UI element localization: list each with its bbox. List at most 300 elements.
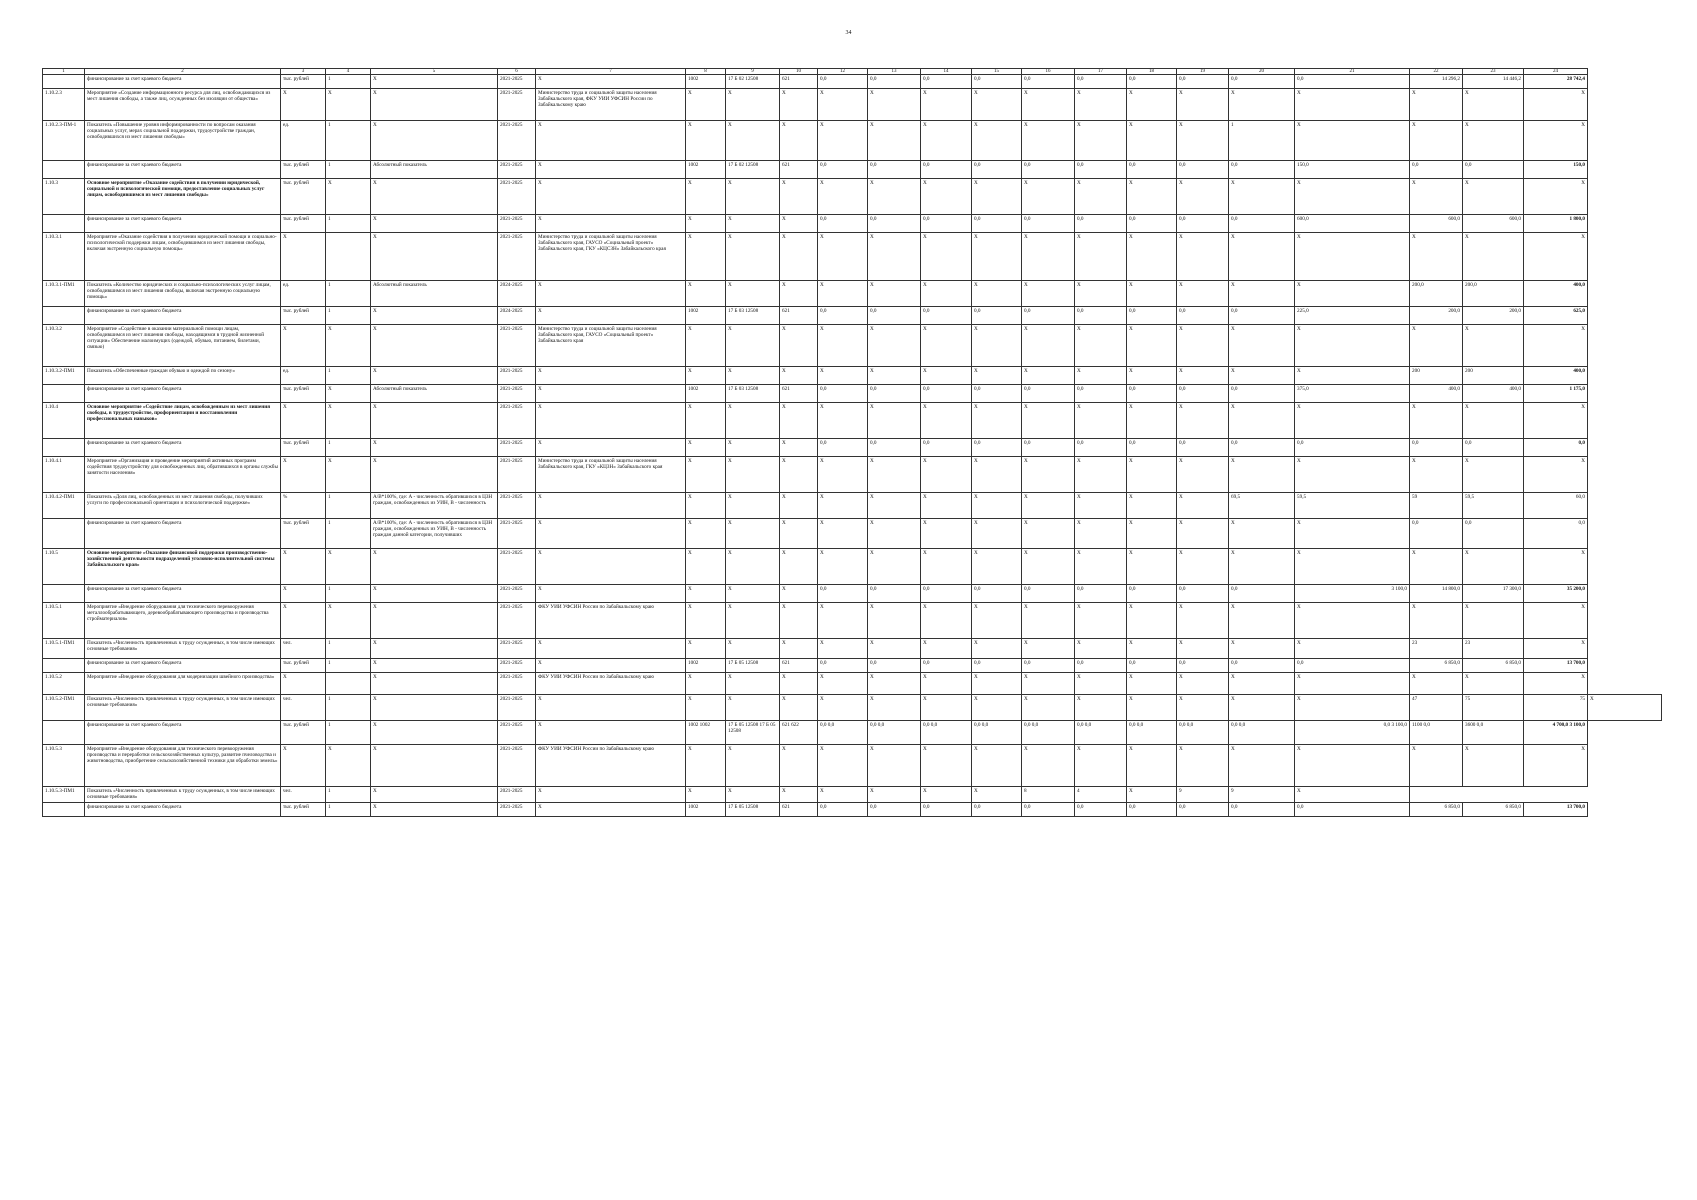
table-cell: X xyxy=(1524,89,1588,121)
table-cell: X xyxy=(921,787,972,803)
column-number-cell: 5 xyxy=(371,69,498,75)
table-cell: X xyxy=(726,745,780,787)
table-row xyxy=(43,803,1662,817)
column-number-cell: 7 xyxy=(536,69,686,75)
table-cell: X xyxy=(780,457,818,493)
table-cell: 0,0 0,0 xyxy=(868,721,921,745)
table-cell: ед. xyxy=(281,121,326,161)
table-cell: X xyxy=(868,519,921,549)
table-cell: X xyxy=(1075,233,1127,281)
table-cell: X xyxy=(1022,519,1075,549)
table-cell: X xyxy=(1410,745,1463,787)
table-cell: финансирование за счет краевого бюджета xyxy=(85,585,281,603)
table-cell: X xyxy=(1463,403,1524,439)
table-cell: X xyxy=(972,519,1022,549)
table-cell: 0,0 xyxy=(1127,215,1177,233)
table-row xyxy=(43,745,1662,787)
table-cell: 2021-2025 xyxy=(498,803,536,817)
table-cell: X xyxy=(371,215,498,233)
table-cell: 1 xyxy=(326,695,371,721)
table-cell: X xyxy=(868,89,921,121)
table-cell: X xyxy=(1022,493,1075,519)
table-cell: X xyxy=(1295,367,1410,385)
table-cell: X xyxy=(921,493,972,519)
table-cell: X xyxy=(818,233,868,281)
table-cell: X xyxy=(1127,673,1177,695)
table-cell: X xyxy=(818,519,868,549)
table-cell: X xyxy=(726,367,780,385)
table-cell: X xyxy=(1127,121,1177,161)
table-cell: X xyxy=(1075,673,1127,695)
column-number-cell: 1 xyxy=(43,69,85,75)
table-cell: X xyxy=(371,457,498,493)
table-cell: 0,0 xyxy=(1075,307,1127,325)
table-cell: X xyxy=(868,403,921,439)
table-cell: X xyxy=(1177,179,1229,215)
table-row xyxy=(43,695,1662,721)
table-cell: 0,0 0,0 xyxy=(972,721,1022,745)
column-number-cell: 4 xyxy=(326,69,371,75)
table-cell: X xyxy=(726,439,780,457)
table-cell: X xyxy=(1075,745,1127,787)
table-cell: 1 xyxy=(326,161,371,179)
table-cell: тыс. рублей xyxy=(281,721,326,745)
table-cell: X xyxy=(686,89,726,121)
table-cell: X xyxy=(1177,639,1229,659)
table-cell: 625,0 xyxy=(1524,307,1588,325)
table-cell: финансирование за счет краевого бюджета xyxy=(85,75,281,89)
column-number-cell: 20 xyxy=(1229,69,1295,75)
table-cell: 0,0 xyxy=(1229,659,1295,673)
table-cell: 0,0 xyxy=(1524,519,1588,549)
table-cell: X xyxy=(536,403,686,439)
table-cell: X xyxy=(1022,639,1075,659)
table-cell: X xyxy=(1177,519,1229,549)
table-cell: X xyxy=(1410,233,1463,281)
table-cell: 0,0 xyxy=(818,803,868,817)
table-cell: 0,0 xyxy=(818,585,868,603)
table-cell: X xyxy=(686,233,726,281)
table-cell: 1.10.5 xyxy=(43,549,85,585)
table-cell: X xyxy=(371,695,498,721)
table-cell: тыс. рублей xyxy=(281,659,326,673)
table-cell: 0,0 xyxy=(1524,439,1588,457)
table-cell: 600,0 xyxy=(1295,215,1410,233)
table-cell: X xyxy=(1177,695,1229,721)
table-cell: 0,0 xyxy=(1075,803,1127,817)
table-cell: X xyxy=(921,457,972,493)
table-cell: X xyxy=(1410,179,1463,215)
table-cell: А/В*100%, где: А - численность обратившихся в ЦЗН граждан, освобожденных из УИН, В - численность граждан данной категории, получивших xyxy=(371,519,498,549)
table-cell: 0,0 3 100,0 xyxy=(1295,721,1410,745)
table-cell: X xyxy=(1127,549,1177,585)
table-cell: X xyxy=(1295,121,1410,161)
table-cell: X xyxy=(371,307,498,325)
table-cell: 1.10.2.3 xyxy=(43,89,85,121)
table-cell: X xyxy=(1075,89,1127,121)
table-cell: 0,0 xyxy=(972,385,1022,403)
table-cell: 1.10.2.3-ПМ-1 xyxy=(43,121,85,161)
table-cell: X xyxy=(1410,673,1463,695)
table-cell: X xyxy=(536,281,686,307)
table-cell: X xyxy=(780,603,818,639)
table-cell: X xyxy=(1463,179,1524,215)
table-cell: X xyxy=(1127,787,1177,803)
table-cell: X xyxy=(371,75,498,89)
table-cell: 0,0 xyxy=(818,161,868,179)
table-cell: X xyxy=(1177,233,1229,281)
table-cell: X xyxy=(371,89,498,121)
table-cell: X xyxy=(780,325,818,367)
table-cell: X xyxy=(780,787,818,803)
table-cell: 0,0 xyxy=(1229,307,1295,325)
table-cell: 1 xyxy=(326,659,371,673)
table-cell: 2021-2025 xyxy=(498,89,536,121)
table-cell: X xyxy=(536,493,686,519)
table-cell: X xyxy=(281,325,326,367)
table-cell: Показатель «Повышение уровня информированности по вопросам оказания социальных услуг, мерах социальной поддержки, трудоустройстве граждан, освободившихся из мест лишения свободы» xyxy=(85,121,281,161)
table-row xyxy=(43,403,1662,439)
page-number: 34 xyxy=(845,30,852,36)
table-cell: 28 742,4 xyxy=(1524,75,1588,89)
table-cell: Министерство труда и социальной защиты населения Забайкальского края, ФКУ УИИ УФСИН России по Забайкальскому краю xyxy=(536,89,686,121)
table-cell: 200,0 xyxy=(1463,307,1524,325)
table-cell: 0,0 xyxy=(972,215,1022,233)
table-cell: X xyxy=(686,367,726,385)
table-cell: 0,0 xyxy=(1127,659,1177,673)
table-row xyxy=(43,439,1662,457)
table-cell: X xyxy=(1410,89,1463,121)
table-cell: 0,0 xyxy=(1075,385,1127,403)
table-cell: тыс. рублей xyxy=(281,385,326,403)
table-cell: 0,0 xyxy=(818,75,868,89)
table-cell: X xyxy=(371,585,498,603)
table-row xyxy=(43,281,1662,307)
table-cell: 69,5 xyxy=(1229,493,1295,519)
table-cell: X xyxy=(1463,325,1524,367)
table-row xyxy=(43,721,1662,745)
column-number-cell: 13 xyxy=(868,69,921,75)
table-cell: Мероприятие «Внедрение оборудования для технического перевооружения производства и переработки сельскохозяйственных культур, развитие пчеловодства и животноводства, приобретение сельскохозяйственной техники для обработки земель» xyxy=(85,745,281,787)
table-cell: X xyxy=(972,673,1022,695)
table-cell: 621 xyxy=(780,659,818,673)
table-row xyxy=(43,121,1662,161)
table-cell: 0,0 xyxy=(972,585,1022,603)
table-cell: 0,0 xyxy=(1229,585,1295,603)
table-cell: тыс. рублей xyxy=(281,179,326,215)
table-cell: X xyxy=(972,603,1022,639)
table-cell: X xyxy=(972,695,1022,721)
table-cell: 621 622 xyxy=(780,721,818,745)
table-cell: X xyxy=(868,603,921,639)
table-cell: 0,0 xyxy=(818,385,868,403)
table-cell: Абсолютный показатель xyxy=(371,385,498,403)
table-cell: X xyxy=(686,121,726,161)
table-cell: 0,0 xyxy=(1022,161,1075,179)
table-cell: 0,0 xyxy=(1177,307,1229,325)
table-cell: 0,0 xyxy=(868,307,921,325)
table-cell: X xyxy=(1524,639,1588,659)
table-cell: X xyxy=(1295,179,1410,215)
table-cell: X xyxy=(780,215,818,233)
table-cell: X xyxy=(726,603,780,639)
table-cell: X xyxy=(1022,673,1075,695)
table-cell: X xyxy=(1075,403,1127,439)
table-cell: 0,0 xyxy=(1022,803,1075,817)
table-cell: X xyxy=(536,307,686,325)
table-cell: X xyxy=(780,439,818,457)
table-cell: тыс. рублей xyxy=(281,161,326,179)
table-cell: X xyxy=(1295,519,1410,549)
table-cell: X xyxy=(686,745,726,787)
table-cell: 0,0 xyxy=(1177,215,1229,233)
table-cell xyxy=(326,673,371,695)
table-cell: X xyxy=(1127,493,1177,519)
table-cell: 0,0 xyxy=(1410,519,1463,549)
table-cell: X xyxy=(972,493,1022,519)
table-cell: 0,0 xyxy=(1463,439,1524,457)
table-cell: Мероприятие «Внедрение оборудования для технического перевооружения металлообрабатывающего, деревообрабатывающего производства и производства стройматериалов» xyxy=(85,603,281,639)
table-cell xyxy=(43,803,85,817)
column-number-cell: 12 xyxy=(818,69,868,75)
column-number-cell: 19 xyxy=(1177,69,1229,75)
table-cell: 2024-2025 xyxy=(498,281,536,307)
column-number-cell: 23 xyxy=(1463,69,1524,75)
table-cell: X xyxy=(371,233,498,281)
table-cell: 0,0 xyxy=(1177,659,1229,673)
table-cell: X xyxy=(686,549,726,585)
table-cell: X xyxy=(1410,121,1463,161)
table-cell: 2021-2025 xyxy=(498,745,536,787)
table-cell: X xyxy=(1177,121,1229,161)
table-cell: 0,0 0,0 xyxy=(1229,721,1295,745)
table-cell xyxy=(43,385,85,403)
table-cell: 0,0 xyxy=(1127,439,1177,457)
table-cell: X xyxy=(868,787,921,803)
table-cell: 1002 xyxy=(686,385,726,403)
table-cell: 17 Б 03 12508 xyxy=(726,385,780,403)
table-cell xyxy=(43,519,85,549)
table-row xyxy=(43,215,1662,233)
table-cell: X xyxy=(371,439,498,457)
table-cell: 8 xyxy=(1022,787,1075,803)
table-cell: X xyxy=(371,549,498,585)
table-cell: X xyxy=(868,121,921,161)
table-cell: 1.10.5.1 xyxy=(43,603,85,639)
table-cell: 1 xyxy=(326,639,371,659)
table-cell: 0,0 xyxy=(1463,161,1524,179)
table-cell: финансирование за счет краевого бюджета xyxy=(85,215,281,233)
table-cell: X xyxy=(921,603,972,639)
table-row xyxy=(43,307,1662,325)
table-cell: X xyxy=(818,403,868,439)
table-cell xyxy=(43,439,85,457)
table-cell: X xyxy=(1524,603,1588,639)
table-cell: X xyxy=(780,549,818,585)
table-cell: X xyxy=(1022,745,1075,787)
table-cell: X xyxy=(281,403,326,439)
table-cell: Основное мероприятие «Содействие лицам, освобожденным из мест лишения свободы, в трудоустройстве, профориентации и восстановлении профессиональных навыков» xyxy=(85,403,281,439)
table-cell: 0,0 xyxy=(1022,385,1075,403)
table-cell: 2021-2025 xyxy=(498,161,536,179)
table-cell: 1.10.3.1-ПМ1 xyxy=(43,281,85,307)
table-cell xyxy=(43,659,85,673)
table-cell: 0,0 xyxy=(868,803,921,817)
table-cell: 2021-2025 xyxy=(498,721,536,745)
table-cell: X xyxy=(1177,745,1229,787)
table-cell: 1.10.3.1 xyxy=(43,233,85,281)
table-cell: X xyxy=(1463,457,1524,493)
column-number-cell: 9 xyxy=(726,69,780,75)
table-cell: X xyxy=(1075,603,1127,639)
table-cell: 47 xyxy=(1410,695,1463,721)
table-cell: X xyxy=(1410,549,1463,585)
table-cell: X xyxy=(726,639,780,659)
table-cell: 0,0 0,0 xyxy=(1022,721,1075,745)
program-activities-table xyxy=(42,68,1662,817)
table-cell: финансирование за счет краевого бюджета xyxy=(85,721,281,745)
table-cell: X xyxy=(921,179,972,215)
table-cell: X xyxy=(1295,603,1410,639)
table-cell: X xyxy=(726,281,780,307)
table-cell: 0,0 xyxy=(1229,439,1295,457)
table-cell: X xyxy=(371,787,498,803)
table-cell: Основное мероприятие «Оказание содействия в получении юридической, социальной и психологической помощи, предоставление социальных услуг лицам, освободившимся из мест лишения свободы» xyxy=(85,179,281,215)
table-cell: X xyxy=(1177,549,1229,585)
table-cell xyxy=(43,161,85,179)
table-cell: 0,0 xyxy=(818,439,868,457)
table-cell: 1.10.3.2-ПМ1 xyxy=(43,367,85,385)
table-cell: X xyxy=(868,281,921,307)
table-cell: X xyxy=(1524,233,1588,281)
table-cell: X xyxy=(686,179,726,215)
table-row xyxy=(43,639,1662,659)
table-cell: X xyxy=(536,549,686,585)
table-cell: X xyxy=(818,89,868,121)
table-cell: 59,5 xyxy=(1295,493,1410,519)
table-cell: 2021-2025 xyxy=(498,457,536,493)
table-cell: 0,0 xyxy=(1127,385,1177,403)
table-cell: 3600 0,0 xyxy=(1463,721,1524,745)
table-cell: ФКУ УИИ УФСИН России по Забайкальскому краю xyxy=(536,745,686,787)
table-cell: 0,0 xyxy=(1177,585,1229,603)
table-cell: 600,0 xyxy=(1410,215,1463,233)
table-cell: X xyxy=(686,639,726,659)
table-cell: X xyxy=(972,89,1022,121)
table-cell: X xyxy=(868,639,921,659)
table-cell xyxy=(43,721,85,745)
table-cell: X xyxy=(326,325,371,367)
table-cell: 0,0 xyxy=(1229,803,1295,817)
table-cell: Показатель «Обеспеченные граждан обувью и одеждой по сезону» xyxy=(85,367,281,385)
table-cell: X xyxy=(1127,695,1177,721)
table-cell: X xyxy=(1229,179,1295,215)
table-cell: X xyxy=(536,179,686,215)
table-cell: X xyxy=(818,493,868,519)
table-cell: X xyxy=(1295,787,1410,803)
table-cell: 0,0 xyxy=(921,385,972,403)
table-cell: 17 Б 03 12508 xyxy=(726,307,780,325)
table-cell: 75 xyxy=(1463,695,1524,721)
table-cell: X xyxy=(780,745,818,787)
table-cell: X xyxy=(1295,281,1410,307)
table-cell: 59 xyxy=(1410,493,1463,519)
table-row xyxy=(43,457,1662,493)
table-cell: Основное мероприятие «Оказание финансовой поддержки производственно-хозяйственной деятельности подразделений уголовно-исполнительной системы Забайкальского края» xyxy=(85,549,281,585)
table-cell: 6 850,0 xyxy=(1410,659,1463,673)
table-cell: X xyxy=(1295,403,1410,439)
table-cell: 621 xyxy=(780,803,818,817)
table-cell: 400,0 xyxy=(1524,281,1588,307)
table-cell: X xyxy=(1229,519,1295,549)
table-cell: X xyxy=(726,457,780,493)
table-cell: X xyxy=(1410,603,1463,639)
table-cell: 0,0 xyxy=(818,659,868,673)
table-cell: X xyxy=(726,787,780,803)
table-cell: 2021-2025 xyxy=(498,403,536,439)
table-cell: X xyxy=(1075,639,1127,659)
table-cell: X xyxy=(1022,695,1075,721)
table-cell: X xyxy=(1127,89,1177,121)
table-cell: X xyxy=(1229,549,1295,585)
table-cell: X xyxy=(1022,549,1075,585)
table-cell: 400,0 xyxy=(1524,367,1588,385)
table-cell: % xyxy=(281,493,326,519)
table-cell: 0,0 xyxy=(1295,803,1410,817)
table-row xyxy=(43,787,1662,803)
table-cell: Показатель «Количество юридических и социально-психологических услуг лицам, освободившимся из мест лишения свободы, включая экстренную социальную помощь» xyxy=(85,281,281,307)
table-cell: X xyxy=(726,179,780,215)
table-cell: 0,0 0,0 xyxy=(818,721,868,745)
table-cell: X xyxy=(281,585,326,603)
table-cell: X xyxy=(1127,179,1177,215)
table-cell: финансирование за счет краевого бюджета xyxy=(85,161,281,179)
column-number-cell: 3 xyxy=(281,69,326,75)
table-cell: X xyxy=(536,695,686,721)
table-cell: 1.10.5.2-ПМ1 xyxy=(43,695,85,721)
table-cell: Мероприятие «Содействие в оказании материальной помощи лицам, освободившимся из мест лишения свободы, находящимся в трудной жизненной ситуации» Обеспечение малоимущих (одеждой, обувью, питанием, билетами, связью) xyxy=(85,325,281,367)
table-cell: 0,0 xyxy=(868,659,921,673)
table-cell: 1100 0,0 xyxy=(1410,721,1463,745)
table-cell: X xyxy=(371,639,498,659)
table-cell: 0,0 xyxy=(1295,659,1410,673)
table-cell: X xyxy=(1127,367,1177,385)
table-cell: 14 800,0 xyxy=(1410,585,1463,603)
table-cell: 200,0 xyxy=(1410,281,1463,307)
table-cell: 9 xyxy=(1177,787,1229,803)
table-cell: X xyxy=(818,787,868,803)
table-cell: 75 xyxy=(1524,695,1588,721)
table-cell: 1 xyxy=(326,585,371,603)
table-cell: X xyxy=(868,325,921,367)
table-cell: 0,0 0,0 xyxy=(1177,721,1229,745)
table-cell: 0,0 xyxy=(1177,803,1229,817)
table-cell: X xyxy=(1524,745,1588,787)
table-cell: X xyxy=(371,603,498,639)
column-number-cell: 22 xyxy=(1410,69,1463,75)
table-cell xyxy=(326,233,371,281)
table-cell: 150,0 xyxy=(1295,161,1410,179)
table-cell: 0,0 xyxy=(1229,385,1295,403)
column-number-cell: 17 xyxy=(1075,69,1127,75)
table-cell: X xyxy=(726,673,780,695)
table-cell: 1 xyxy=(326,367,371,385)
table-cell: ФКУ УИИ УФСИН России по Забайкальскому краю xyxy=(536,673,686,695)
table-cell: X xyxy=(921,745,972,787)
table-cell: X xyxy=(1022,603,1075,639)
table-cell: X xyxy=(1127,603,1177,639)
table-row xyxy=(43,673,1662,695)
